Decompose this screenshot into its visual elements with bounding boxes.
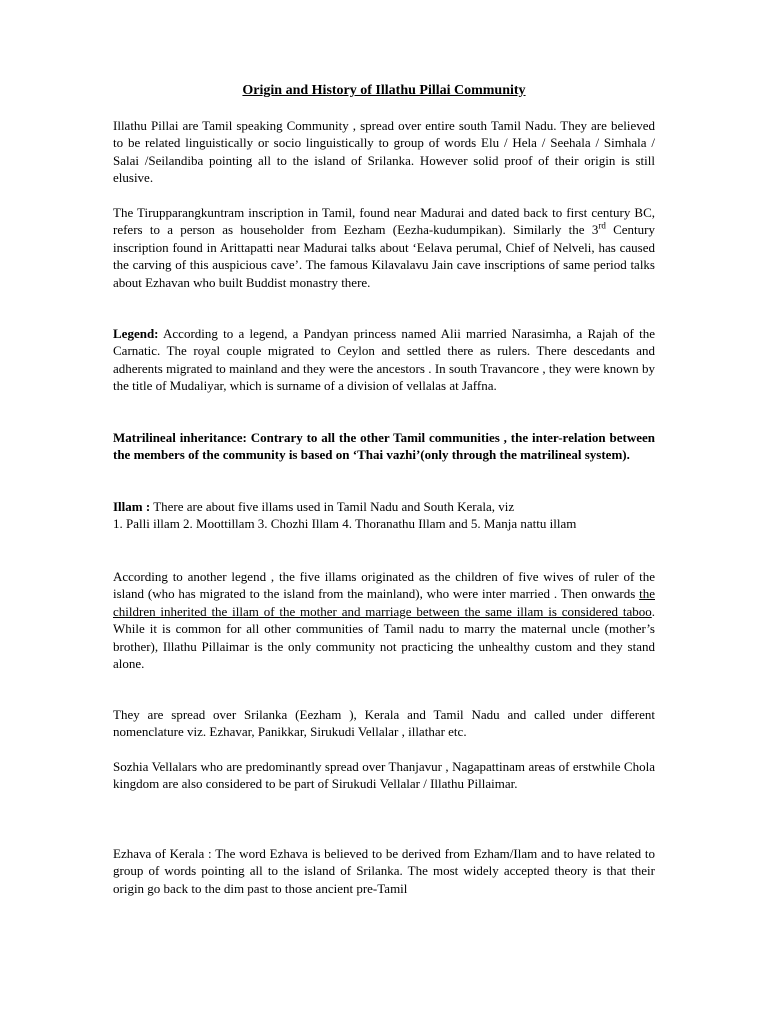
legend-paragraph xyxy=(113,325,655,395)
inscription-text-start: The Tirupparangkuntram inscription in Tamil, found near Madurai and dated back to first century BC, refers to a person as householder from Eezham (Eezha-kudumpikan). Similarly the 3 xyxy=(113,205,655,238)
another-legend-paragraph xyxy=(113,568,655,672)
matrilineal-text: Matrilineal inheritance: Contrary to all the other Tamil communities , the inter-relation between the members of the community is based on ‘Thai vazhi’(only through the matrilineal system). xyxy=(113,430,655,463)
taboo-underlined-text: the children inherited the illam of the mother and marriage between the same illam is considered taboo xyxy=(113,586,655,619)
intro-paragraph: Illathu Pillai are Tamil speaking Community , spread over entire south Tamil Nadu. They are believed to be related linguistically or socio linguistically to group of words Elu / Hela / Seehala / Simhala / Salai /Seilandiba pointing all to the island of Srilanka. However solid proof of their origin is still elusive. xyxy=(113,118,655,186)
ordinal-superscript: rd xyxy=(598,221,606,232)
ezhava-paragraph: Ezhava of Kerala : The word Ezhava is believed to be derived from Ezham/Ilam and to have related to group of words pointing all to the island of Srilanka. The most widely accepted theory is that their origin go back to the dim past to those ancient pre-Tamil xyxy=(113,846,655,896)
illam-text: There are about five illams used in Tamil Nadu and South Kerala, viz xyxy=(150,499,515,514)
page-title: Origin and History of Illathu Pillai Community xyxy=(242,83,526,98)
another-legend-text-start: According to another legend , the five illams originated as the children of five wives of ruler of the island (who has migrated to the island from the mainland), who were inter married . Then onwards xyxy=(113,569,655,602)
inscription-paragraph xyxy=(113,204,655,291)
legend-text: According to a legend, a Pandyan princess named Alii married Narasimha, a Rajah of the Carnatic. The royal couple migrated to Ceylon and settled there as rulers. There descedants and adherents migrated to mainland and they were the ancestors . In south Travancore , they were known by the title of Mudaliyar, which is surname of a division of vellalas at Jaffna. xyxy=(113,326,655,394)
sozhia-paragraph: Sozhia Vellalars who are predominantly spread over Thanjavur , Nagapattinam areas of erstwhile Chola kingdom are also considered to be part of Sirukudi Vellalar / Illathu Pillaimar. xyxy=(113,759,655,792)
illam-list: 1. Palli illam 2. Moottillam 3. Chozhi Illam 4. Thoranathu Illam and 5. Manja nattu illam xyxy=(113,516,577,532)
matrilineal-paragraph xyxy=(113,429,655,464)
inscription-text-end: Century inscription found in Arittapatti near Madurai talks about ‘Eelava perumal, Chief of Nelveli, has caused the carving of this auspicious cave’. The famous Kilavalavu Jain cave inscriptions of same period talks about Ezhavan who built Buddist monastry there. xyxy=(113,222,655,290)
another-legend-text-end: . While it is common for all other communities of Tamil nadu to marry the maternal uncle (mother’s brother), Illathu Pillaimar is the only community not practicing the unhealthy custom and they stand alone. xyxy=(113,603,655,672)
illam-label: Illam : xyxy=(113,499,151,514)
spread-paragraph: They are spread over Srilanka (Eezham ), Kerala and Tamil Nadu and called under different nomenclature viz. Ezhavar, Panikkar, Sirukudi Vellalar , illathar etc. xyxy=(113,707,655,740)
legend-label: Legend: xyxy=(113,326,159,341)
illam-paragraph xyxy=(113,498,655,533)
